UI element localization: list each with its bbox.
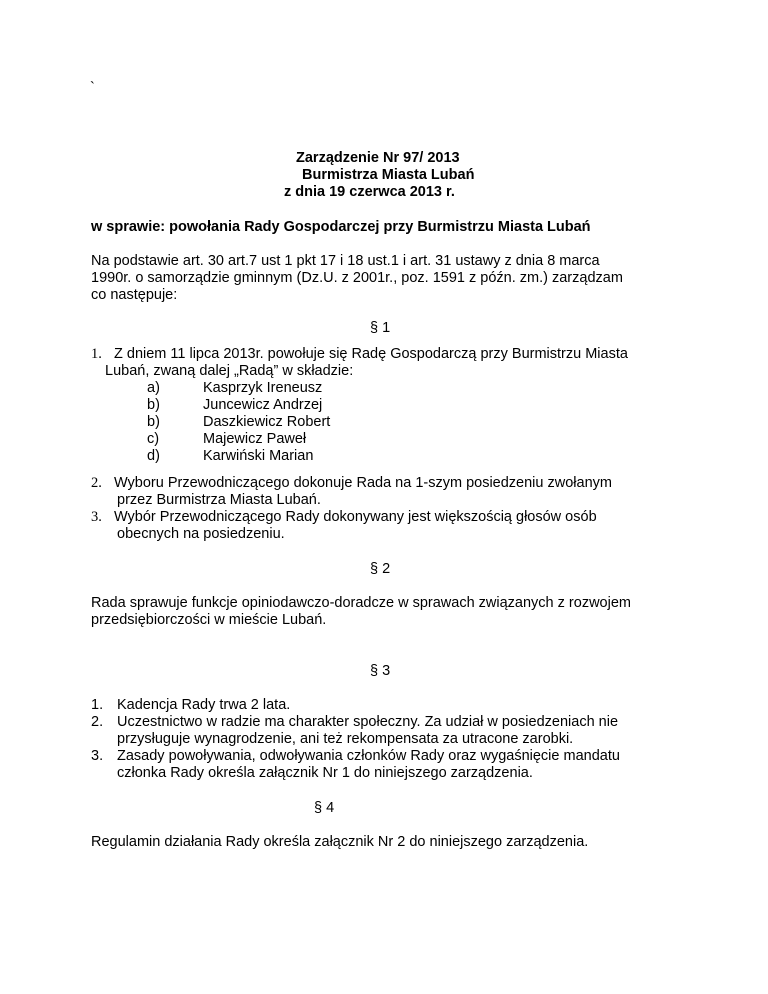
member-letter: b) <box>147 397 160 413</box>
s3-item-3-line-1: Zasady powoływania, odwoływania członków Rady oraz wygaśnięcie mandatu <box>117 748 620 764</box>
s2-line-1: Rada sprawuje funkcje opiniodawczo-doradcze w sprawach związanych z rozwojem <box>91 595 631 611</box>
decree-date: z dnia 19 czerwca 2013 r. <box>284 184 455 200</box>
decree-issuer: Burmistrza Miasta Lubań <box>302 167 475 183</box>
member-letter: b) <box>147 414 160 430</box>
s1-item-2-number: 2. <box>91 475 102 491</box>
member-name: Juncewicz Andrzej <box>203 397 323 413</box>
s3-item-3-line-2: członka Rady określa załącznik Nr 1 do niniejszego zarządzenia. <box>117 765 533 781</box>
s1-item-2-line-1: Wyboru Przewodniczącego dokonuje Rada na 1-szym posiedzeniu zwołanym <box>114 475 612 491</box>
s3-item-1-number: 1. <box>91 697 104 713</box>
section-4-title: § 4 <box>314 800 335 816</box>
section-1-title: § 1 <box>370 320 391 336</box>
s1-item-1-number: 1. <box>91 346 102 362</box>
section-2-title: § 2 <box>370 561 391 577</box>
s1-item-3-line-2: obecnych na posiedzeniu. <box>117 526 285 542</box>
s1-item-3-number: 3. <box>91 509 102 525</box>
member-name: Kasprzyk Ireneusz <box>203 380 323 396</box>
intro-line-3: co następuje: <box>91 287 178 303</box>
s1-item-1-line-1: Z dniem 11 lipca 2013r. powołuje się Radę Gospodarczą przy Burmistrzu Miasta <box>114 346 628 362</box>
member-name: Daszkiewicz Robert <box>203 414 331 430</box>
s1-item-1-line-2: Lubań, zwaną dalej „Radą” w składzie: <box>105 363 354 379</box>
s4-line-1: Regulamin działania Rady określa załącznik Nr 2 do niniejszego zarządzenia. <box>91 834 589 850</box>
s1-item-3-line-1: Wybór Przewodniczącego Rady dokonywany jest większością głosów osób <box>114 509 597 525</box>
decree-subject: w sprawie: powołania Rady Gospodarczej przy Burmistrzu Miasta Lubań <box>91 219 591 235</box>
intro-line-2: 1990r. o samorządzie gminnym (Dz.U. z 2001r., poz. 1591 z późn. zm.) zarządzam <box>91 270 623 286</box>
s3-item-2-line-2: przysługuje wynagrodzenie, ani też rekompensata za utracone zarobki. <box>117 731 574 747</box>
member-letter: a) <box>147 380 160 396</box>
s1-item-2-line-2: przez Burmistrza Miasta Lubań. <box>117 492 321 508</box>
member-letter: c) <box>147 431 160 447</box>
stray-mark: ` <box>90 80 95 96</box>
section-3-title: § 3 <box>370 663 391 679</box>
member-name: Majewicz Paweł <box>203 431 307 447</box>
member-name: Karwiński Marian <box>203 448 314 464</box>
s3-item-2-number: 2. <box>91 714 104 730</box>
s2-line-2: przedsiębiorczości w mieście Lubań. <box>91 612 327 628</box>
s3-item-2-line-1: Uczestnictwo w radzie ma charakter społeczny. Za udział w posiedzeniach nie <box>117 714 619 730</box>
member-letter: d) <box>147 448 160 464</box>
intro-line-1: Na podstawie art. 30 art.7 ust 1 pkt 17 i 18 ust.1 i art. 31 ustawy z dnia 8 marca <box>91 253 600 269</box>
s3-item-3-number: 3. <box>91 748 104 764</box>
s3-item-1-line-1: Kadencja Rady trwa 2 lata. <box>117 697 291 713</box>
decree-number: Zarządzenie Nr 97/ 2013 <box>296 150 460 166</box>
